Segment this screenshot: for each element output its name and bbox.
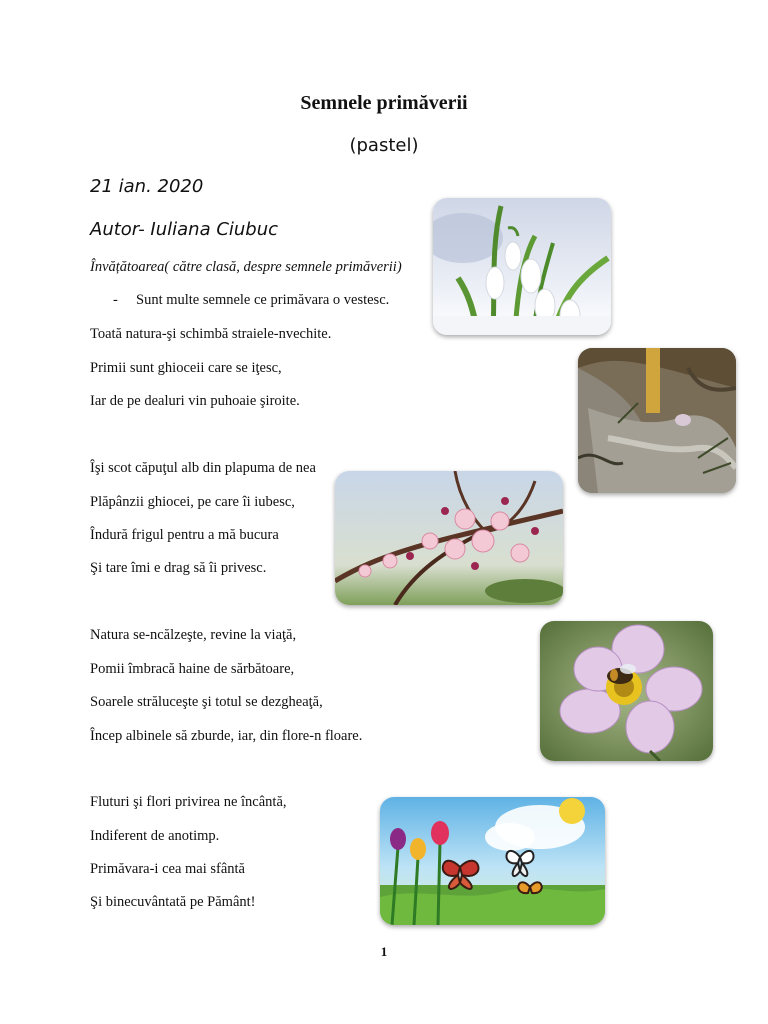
verse-line: Toată natura-şi schimbă straiele-nvechite. xyxy=(90,326,332,342)
verse-line: Primăvara-i cea mai sfântă xyxy=(90,861,245,877)
verse-line: Iar de pe dealuri vin puhoaie şiroite. xyxy=(90,393,300,409)
bee-on-flower-photo xyxy=(540,621,713,761)
verse-line: Primii sunt ghioceii care se iţesc, xyxy=(90,360,282,376)
page-number: 1 xyxy=(380,944,388,959)
list-dash: - xyxy=(113,292,118,308)
document-title: Semnele primăverii xyxy=(300,92,468,114)
verse-line: Soarele străluceşte şi totul se dezgheaţă, xyxy=(90,694,323,710)
snowdrops-photo xyxy=(433,198,611,335)
verse-line: Fluturi şi flori privirea ne încântă, xyxy=(90,794,287,810)
verse-line: Şi binecuvântată pe Pământ! xyxy=(90,894,256,910)
verse-line: Îşi scot căpuţul alb din plapuma de nea xyxy=(90,460,316,476)
butterflies-tulips-illustration xyxy=(380,797,605,925)
verse-line: Indiferent de anotimp. xyxy=(90,828,220,844)
verse-line: Îndură frigul pentru a mă bucura xyxy=(90,527,279,543)
document-date: 21 ian. 2020 xyxy=(90,176,204,197)
melting-stream-photo xyxy=(578,348,736,493)
first-verse-line: Sunt multe semnele ce primăvara o vestesc. xyxy=(136,292,390,308)
document-author: Autor- Iuliana Ciubuc xyxy=(90,219,279,240)
verse-line: Natura se-ncălzeşte, revine la viaţă, xyxy=(90,627,297,643)
verse-line: Pomii îmbracă haine de sărbătoare, xyxy=(90,661,295,677)
cherry-blossom-photo xyxy=(335,471,563,605)
verse-line: Plăpânzii ghiocei, pe care îi iubesc, xyxy=(90,494,295,510)
verse-line: Şi tare îmi e drag să îi privesc. xyxy=(90,560,267,576)
verse-line: Încep albinele să zburde, iar, din flore-n floare. xyxy=(90,728,363,744)
intro-line: Învățătoarea( către clasă, despre semnele primăverii) xyxy=(90,259,402,275)
document-subtitle: (pastel) xyxy=(349,135,419,156)
